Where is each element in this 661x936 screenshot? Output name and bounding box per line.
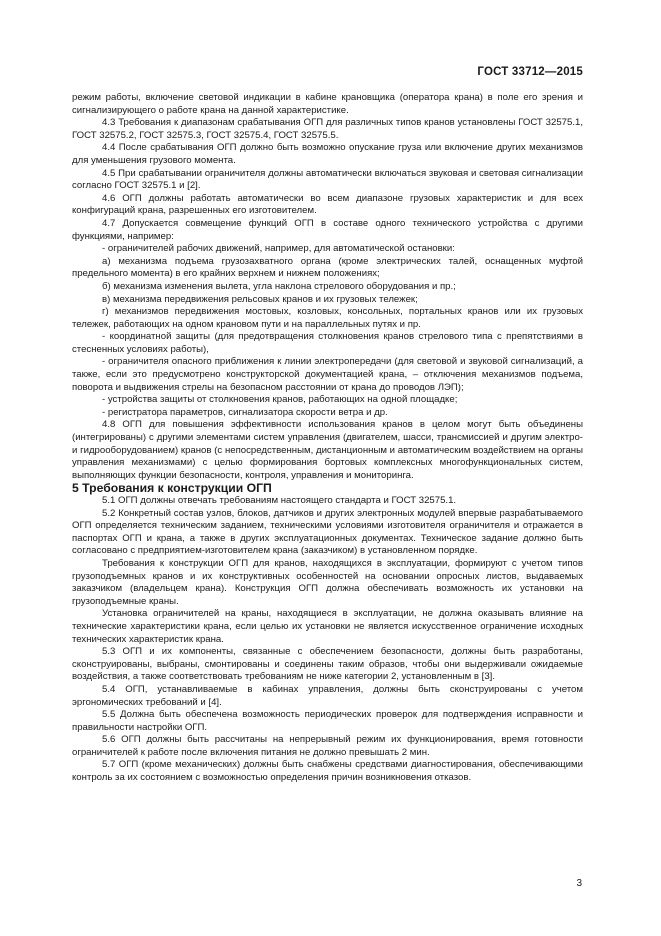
paragraph: 4.5 При срабатывании ограничителя должны автоматически включаться звуковая и световая сигнализации согласно ГОСТ 32575.1 и [2]. (72, 167, 583, 192)
document-body (72, 92, 583, 785)
paragraph: Установка ограничителей на краны, находящиеся в эксплуатации, не должна оказывать влияние на технические характеристики крана, если целью их установки не является искусственное ограничение исходных технических характеристик крана. (72, 608, 583, 645)
list-item: - координатной защиты (для предотвращения столкновения кранов стрелового типа с препятствиями в стесненных условиях работы), (72, 331, 583, 355)
paragraph: 4.6 ОГП должны работать автоматически во всем диапазоне грузовых характеристик и для всех конфигураций крана, разрешенных его изготовителем. (72, 192, 583, 217)
list-item: б) механизма изменения вылета, угла наклона стрелового оборудования и пр.; (102, 280, 456, 292)
paragraph: 5.1 ОГП должны отвечать требованиям настоящего стандарта и ГОСТ 32575.1. (102, 495, 457, 506)
list-item: в) механизма передвижения рельсовых кранов и их грузовых тележек; (102, 293, 418, 305)
list-item: - ограничителей рабочих движений, например, для автоматической остановки: (102, 243, 455, 255)
paragraph: 4.4 После срабатывания ОГП должно быть возможно опускание груза или включение других механизмов для уменьшения грузового момента. (72, 142, 583, 166)
page-number: 3 (576, 878, 582, 889)
paragraph: 5.7 ОГП (кроме механических) должны быть снабжены средствами диагностирования, обеспечивающими контроль за их состоянием с возможностью определения причин возникновения отказов. (72, 759, 583, 784)
paragraph: 5.4 ОГП, устанавливаемые в кабинах управления, должны быть сконструированы с учетом эргономических требований и [4]. (72, 683, 583, 708)
section-title: 5 Требования к конструкции ОГП (72, 481, 272, 496)
list-item: - регистратора параметров, сигнализатора скорости ветра и др. (102, 406, 388, 418)
paragraph: 4.8 ОГП для повышения эффективности использования кранов в целом могут быть объединены (интегрированы) с другими элементами систем управления (двигателем, шасси, трансмиссией и другим электро- и гидрооборудованием) кранов (с непосредственным, дистанционным и автоматическим воздействием на органы управления механизмами) с целью формирования бортовых комплексных многофункциональных систем, выполняющих функции безопасности, контроля, управления и мониторинга. (72, 419, 583, 481)
paragraph: 4.3 Требования к диапазонам срабатывания ОГП для различных типов кранов установлены ГОСТ 32575.1, ГОСТ 32575.2, ГОСТ 32575.3, ГОСТ 32575.4, ГОСТ 32575.5. (72, 117, 583, 141)
paragraph: 5.2 Конкретный состав узлов, блоков, датчиков и других электронных модулей впервые разрабатываемого ОГП определяется техническим заданием, техническими условиями изготовителя ограничителя и отражается в паспортах ОГП и крана, а также в других эксплуатационных документах. Техническое задание должно быть согласовано с предприятием-изготовителем крана (заказчиком) в установленном порядке. (72, 507, 583, 557)
document-id-header: ГОСТ 33712—2015 (477, 66, 583, 78)
paragraph: 5.3 ОГП и их компоненты, связанные с обеспечением безопасности, должны быть разработаны, сконструированы, выбраны, смонтированы и соединены таким образов, чтобы они выдерживали ожидаемые воздействия, а также соответствовать требованиям не ниже категории 2, установленным в [3]. (72, 646, 583, 683)
paragraph: режим работы, включение световой индикации в кабине крановщика (оператора крана) в поле его зрения и сигнализирующего о работе крана на данной характеристике. (72, 92, 583, 116)
paragraph: 5.5 Должна быть обеспечена возможность периодических проверок для подтверждения исправности и правильности настройки ОГП. (72, 709, 583, 733)
list-item: а) механизма подъема грузозахватного органа (кроме электрических талей, оснащенных муфтой предельного момента) в его крайних верхнем и нижнем положениях; (72, 255, 583, 280)
list-item: - ограничителя опасного приближения к линии электропередачи (для световой и звуковой сигнализаций, а также, если это предусмотрено конструкторской документацией крана, – отключения механизмов подъема, поворота и выдвижения стрелы на безопасном расстоянии от крана до проводов ЛЭП); (72, 356, 583, 393)
list-item: - устройства защиты от столкновения кранов, работающих на одной площадке; (102, 394, 458, 406)
list-item: г) механизмов передвижения мостовых, козловых, консольных, портальных кранов или их грузовых тележек, работающих на одном крановом пути и на параллельных путях и пр. (72, 306, 583, 330)
paragraph: Требования к конструкции ОГП для кранов, находящихся в эксплуатации, формируют с учетом типов грузоподъемных кранов и их конструктивных особенностей на основании опросных листов, выдаваемых заказчиком (владельцем крана). Конструкция ОГП должна обеспечивать возможность их установки на грузоподъемные краны. (72, 557, 583, 607)
paragraph: 5.6 ОГП должны быть рассчитаны на непрерывный режим их функционирования, время готовности ограничителей к работе после включения питания не должно превышать 2 мин. (72, 734, 583, 758)
paragraph: 4.7 Допускается совмещение функций ОГП в составе одного технического устройства с другими функциями, например: (72, 217, 583, 242)
